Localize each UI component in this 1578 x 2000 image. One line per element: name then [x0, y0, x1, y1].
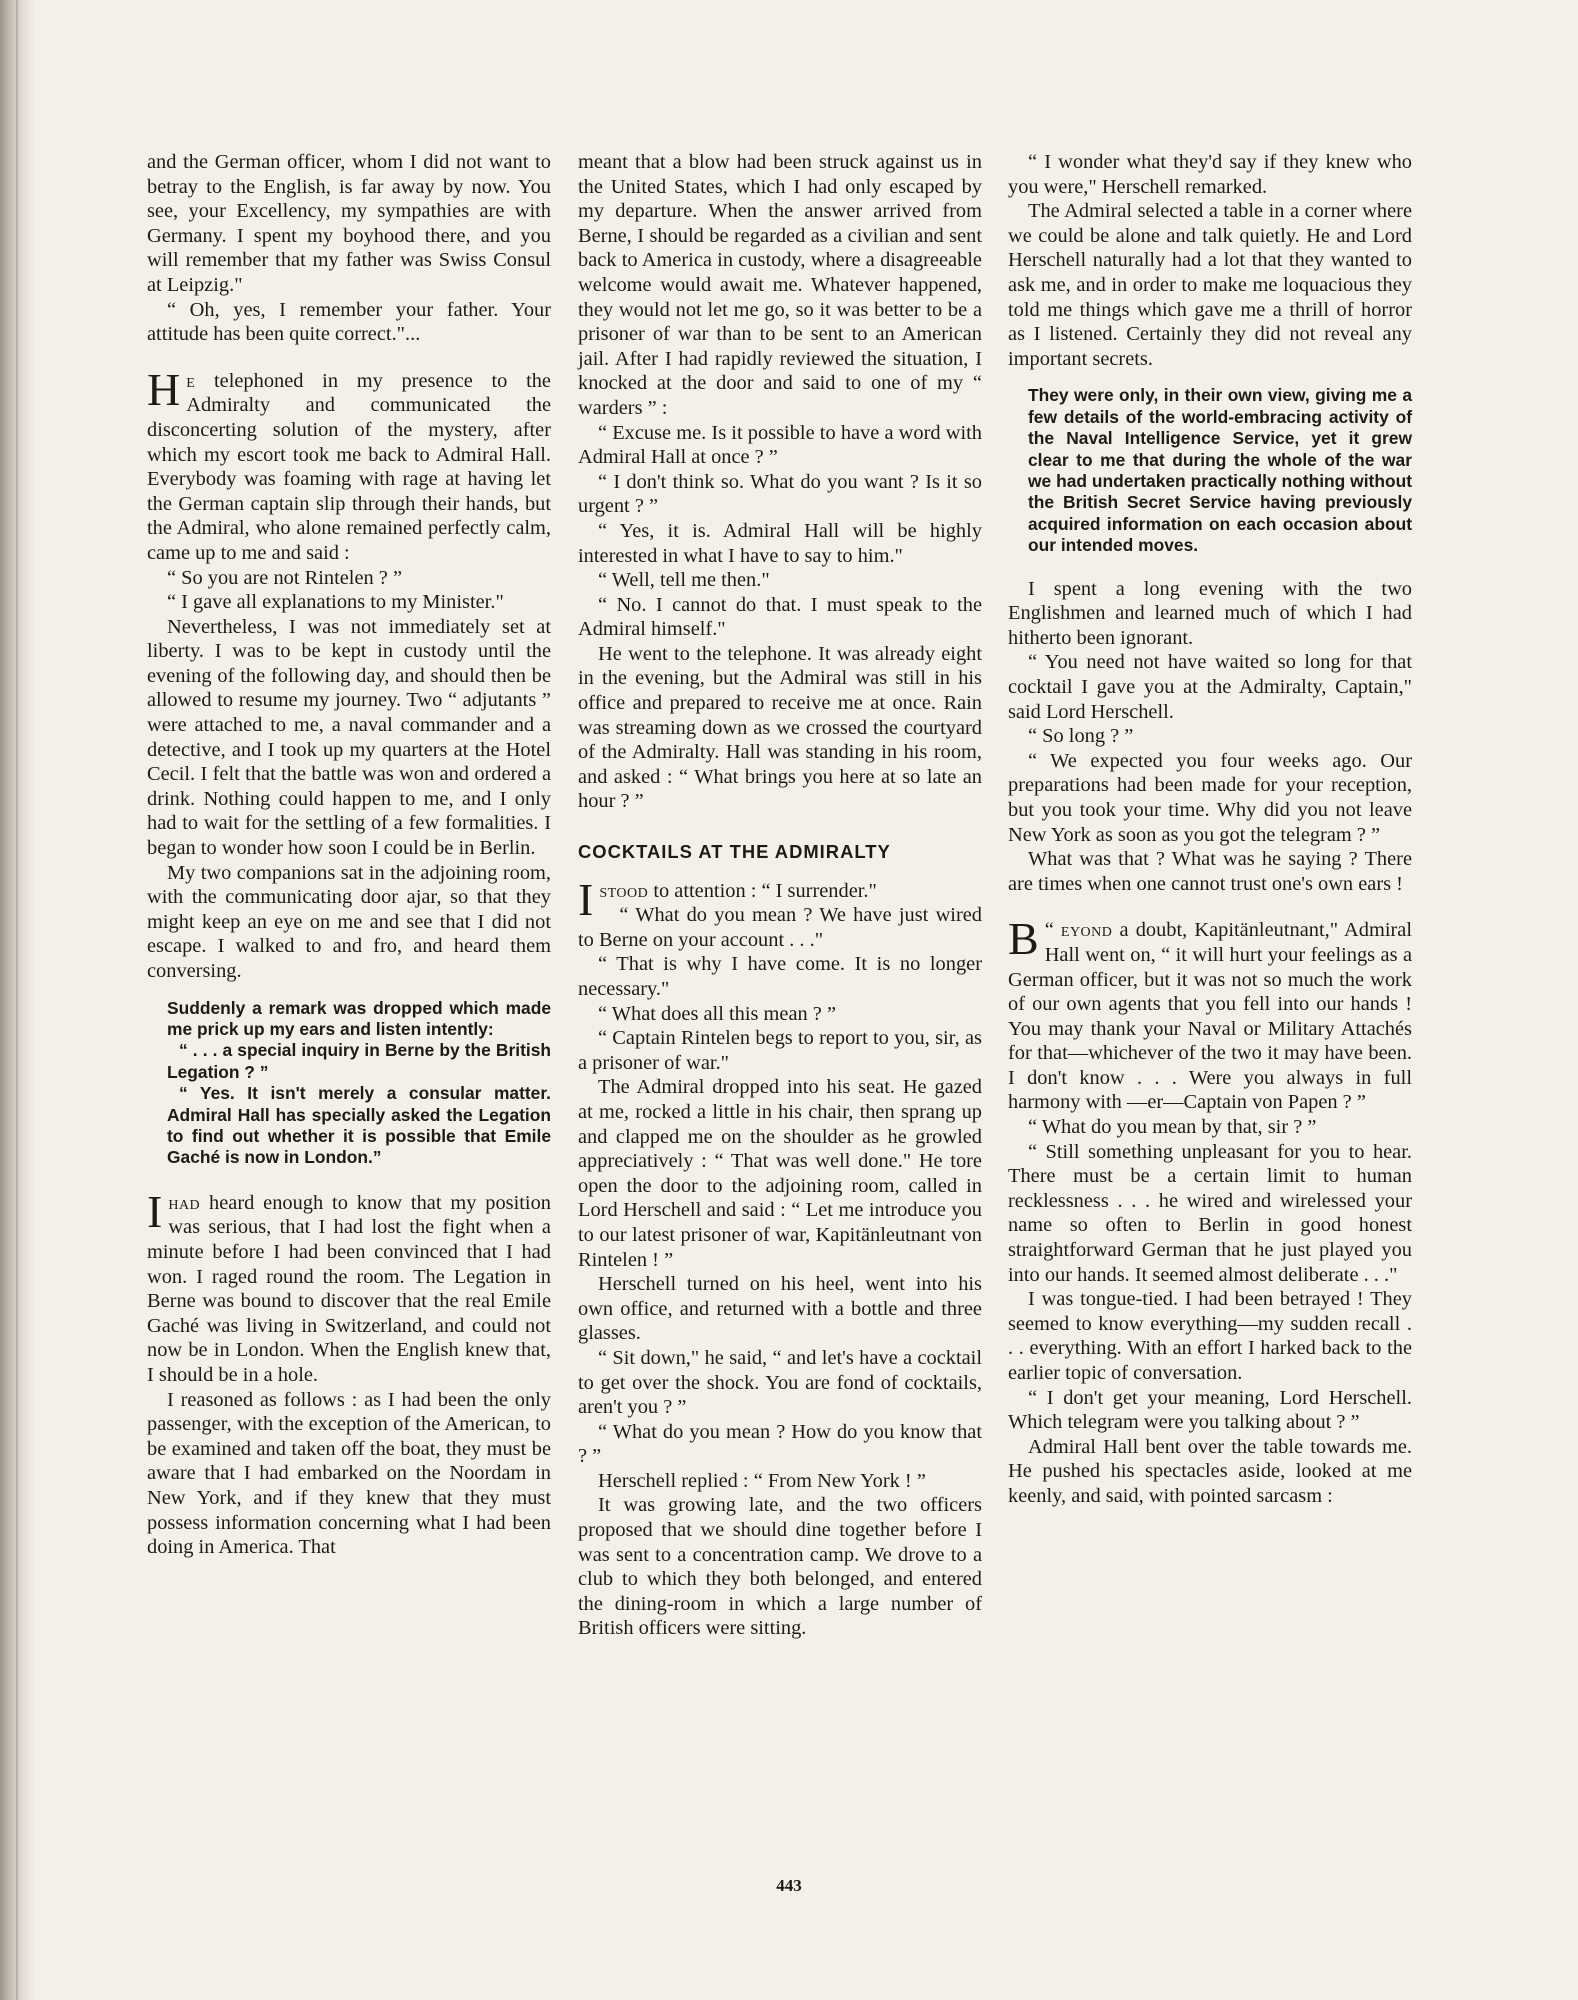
paragraph: “ We expected you four weeks ago. Our preparations had been made for your reception, but you took your time. Why did you not leave New York as soon as you got the telegram ? ” [1008, 749, 1412, 846]
small-caps-lead: e [186, 369, 196, 392]
paragraph: “ That is why I have come. It is no longer necessary." [578, 953, 982, 1000]
pull-quote-line: “ . . . a special inquiry in Berne by the British Legation ? ” [167, 1040, 551, 1082]
page-binding-shadow [0, 0, 36, 2000]
paragraph: “ You need not have waited so long for that cocktail I gave you at the Admiralty, Captain," said Lord Herschell. [1008, 651, 1412, 723]
paragraph: meant that a blow had been struck against us in the United States, which I had only escaped by my departure. When the answer arrived from Berne, I should be regarded as a civilian and sent back to America in custody, where a disagreeable welcome would await me. Whatever happened, they would not let me go, so it was better to be a prisoner of war than to be sent to an American jail. After I had rapidly reviewed the situation, I knocked at the door and said to one of my “ warders ” : [578, 151, 982, 419]
paragraph: Herschell turned on his heel, went into his own office, and returned with a bottle and three glasses. [578, 1273, 982, 1345]
column-2 [578, 150, 982, 1641]
paragraph: “ I gave all explanations to my Minister." [167, 591, 504, 614]
opening-quote-mark: “ [1044, 919, 1054, 942]
paragraph: Admiral Hall bent over the table towards me. He pushed his spectacles aside, looked at me keenly, and said, with pointed sarcasm : [1008, 1435, 1412, 1507]
paragraph: Herschell replied : “ From New York ! ” [598, 1469, 926, 1492]
paragraph: The Admiral selected a table in a corner where we could be alone and talk quietly. He and Lord Herschell naturally had a lot that they wanted to ask me, and in order to make me loquacious they told me things which gave me a thrill of horror as I listened. Certainly they did not reveal any important secrets. [1008, 200, 1412, 370]
paragraph: “ I wonder what they'd say if they knew who you were," Herschell remarked. [1008, 151, 1412, 198]
paragraph: and the German officer, whom I did not want to betray to the English, is far away by now. You see, your Excellency, my sympathies are with Germany. I spent my boyhood there, and you will remember that my father was Swiss Consul at Leipzig." [147, 151, 551, 296]
paragraph: “ Sit down," he said, “ and let's have a cocktail to get over the shock. You are fond of cocktails, aren't you ? ” [578, 1346, 982, 1419]
column-3 [1008, 150, 1412, 1509]
paragraph-text: a doubt, Kapitänleutnant," Admiral Hall went on, “ it will hurt your feelings as a German officer, but it was not so much the work of our own agents that you fell into our hands ! You may thank your Naval or Military Attachés for that—whichever of the two it may have been. I don't know . . . Were you always in full harmony with —er—Captain von Papen ? ” [1008, 919, 1412, 1114]
paragraph: “ Excuse me. Is it possible to have a word with Admiral Hall at once ? ” [578, 421, 982, 469]
page-number: 443 [776, 1876, 802, 1895]
paragraph-text: heard enough to know that my position was serious, that I had lost the fight when a minute before I had been convinced that I had won. I raged round the room. The Legation in Berne was bound to discover that the real Emile Gaché was living in Switzerland, and could not now be in London. When the English knew that, I should be in a hole. [147, 1191, 551, 1386]
paragraph: “ What do you mean ? We have just wired to Berne on your account . . ." [578, 904, 982, 951]
paragraph: “ What does all this mean ? ” [598, 1002, 836, 1025]
paragraph: What was that ? What was he saying ? There are times when one cannot trust one's own ears ! [1008, 848, 1412, 895]
pull-quote-line: They were only, in their own view, giving me a few details of the world-embracing activity of the Naval Intelligence Service, yet it grew clear to me that during the whole of the war we had undertaken practically nothing without the British Secret Service having previously acquired information on each occasion about our intended moves. [1028, 385, 1412, 556]
paragraph: It was growing late, and the two officers proposed that we should dine together before I was sent to a concentration camp. We drove to a club to which they both belonged, and entered the dining-room in which a large number of British officers were sitting. [578, 1494, 982, 1640]
paragraph-text: telephoned in my presence to the Admiralty and communicated the disconcerting solution of the mystery, after which my escort took me back to Admiral Hall. Everybody was foaming with rage at having let the German captain slip through their hands, but the Admiral, who alone remained perfectly calm, came up to me and said : [147, 369, 551, 564]
drop-cap: B [1008, 913, 1039, 965]
column-1 [147, 150, 551, 1560]
paragraph: “ So long ? ” [1028, 725, 1134, 748]
paragraph-text: to attention : “ I surrender." [648, 879, 877, 902]
drop-cap: I [578, 873, 594, 925]
pull-quote-block [1028, 385, 1412, 556]
paragraph: I was tongue-tied. I had been betrayed ! They seemed to know everything—my sudden recall . . . everything. With an effort I harked back to the earlier topic of conversation. [1008, 1288, 1412, 1384]
paragraph: I spent a long evening with the two Englishmen and learned much of which I had hitherto been ignorant. [1008, 577, 1412, 649]
paragraph: “ Oh, yes, I remember your father. Your attitude has been quite correct."... [147, 298, 551, 346]
section-opening-paragraph [147, 1185, 551, 1388]
paragraph: “ What do you mean by that, sir ? ” [1028, 1116, 1317, 1139]
paragraph: “ Captain Rintelen begs to report to you, sir, as a prisoner of war." [578, 1027, 982, 1074]
small-caps-lead: had [168, 1191, 201, 1214]
section-opening-paragraph [1008, 913, 1412, 1115]
paragraph: I reasoned as follows : as I had been the only passenger, with the exception of the American, to be examined and taken off the boat, they must be aware that I had embarked on the Noordam in New York, and if they knew that they must possess information concerning what I had been doing in America. That [147, 1388, 551, 1559]
section-opening-paragraph [147, 363, 551, 566]
paragraph: “ No. I cannot do that. I must speak to the Admiral himself." [578, 593, 982, 641]
small-caps-lead: eyond [1060, 919, 1113, 942]
paragraph: The Admiral dropped into his seat. He gazed at me, rocked a little in his chair, then sprang up and clapped me on the shoulder as he growled appreciatively : “ That was well done." He tore open the door to the adjoining room, called in Lord Herschell and said : “ Let me introduce you to our latest prisoner of war, Kapitänleutnant von Rintelen ! ” [578, 1076, 982, 1271]
paragraph: “ What do you mean ? How do you know that ? ” [578, 1420, 982, 1468]
paragraph: “ So you are not Rintelen ? ” [167, 566, 402, 589]
small-caps-lead: stood [599, 879, 649, 902]
binding-edge-line [16, 0, 18, 2000]
paragraph: He went to the telephone. It was already eight in the evening, but the Admiral was still in his office and prepared to receive me at once. Rain was streaming down as we crossed the courtyard of the Admiralty. Hall was standing in his room, and asked : “ What brings you here at so late an hour ? ” [578, 642, 982, 813]
paragraph: “ Yes, it is. Admiral Hall will be highly interested in what I have to say to him." [578, 519, 982, 567]
paragraph: “ I don't get your meaning, Lord Herschell. Which telegram were you talking about ? ” [1008, 1386, 1412, 1434]
pull-quote-line: Suddenly a remark was dropped which made me prick up my ears and listen intently: [167, 997, 551, 1039]
paragraph: “ I don't think so. What do you want ? Is it so urgent ? ” [578, 470, 982, 518]
pull-quote-block [167, 998, 551, 1169]
paragraph: My two companions sat in the adjoining room, with the communicating door ajar, so that they might keep an eye on me and see that I did not escape. I walked to and fro, and heard them conversing. [147, 861, 551, 982]
drop-cap: H [147, 363, 181, 415]
section-heading: COCKTAILS AT THE ADMIRALTY [578, 841, 891, 863]
paragraph: Nevertheless, I was not immediately set at liberty. I was to be kept in custody until the evening of the following day, and should then be allowed to resume my journey. Two “ adjutants ” were attached to me, a naval commander and a detective, and I took up my quarters at the Hotel Cecil. I felt that the battle was won and ordered a drink. Nothing could happen to me, and I only had to wait for the settling of a few formalities. I began to wonder how soon I could be in Berlin. [147, 615, 551, 860]
section-opening-paragraph [578, 873, 982, 925]
paragraph: “ Well, tell me then." [598, 569, 770, 592]
pull-quote-line: “ Yes. It isn't merely a consular matter. Admiral Hall has specially asked the Legation to find out whether it is possible that Emile Gaché is now in London.” [167, 1083, 551, 1168]
drop-cap: I [147, 1185, 163, 1237]
paragraph: “ Still something unpleasant for you to hear. There must be a certain limit to human recklessness . . . he wired and wirelessed your name so often to Berlin in good honest straightforward German that he just played you into our hands. It seemed almost deliberate . . ." [1008, 1140, 1412, 1286]
